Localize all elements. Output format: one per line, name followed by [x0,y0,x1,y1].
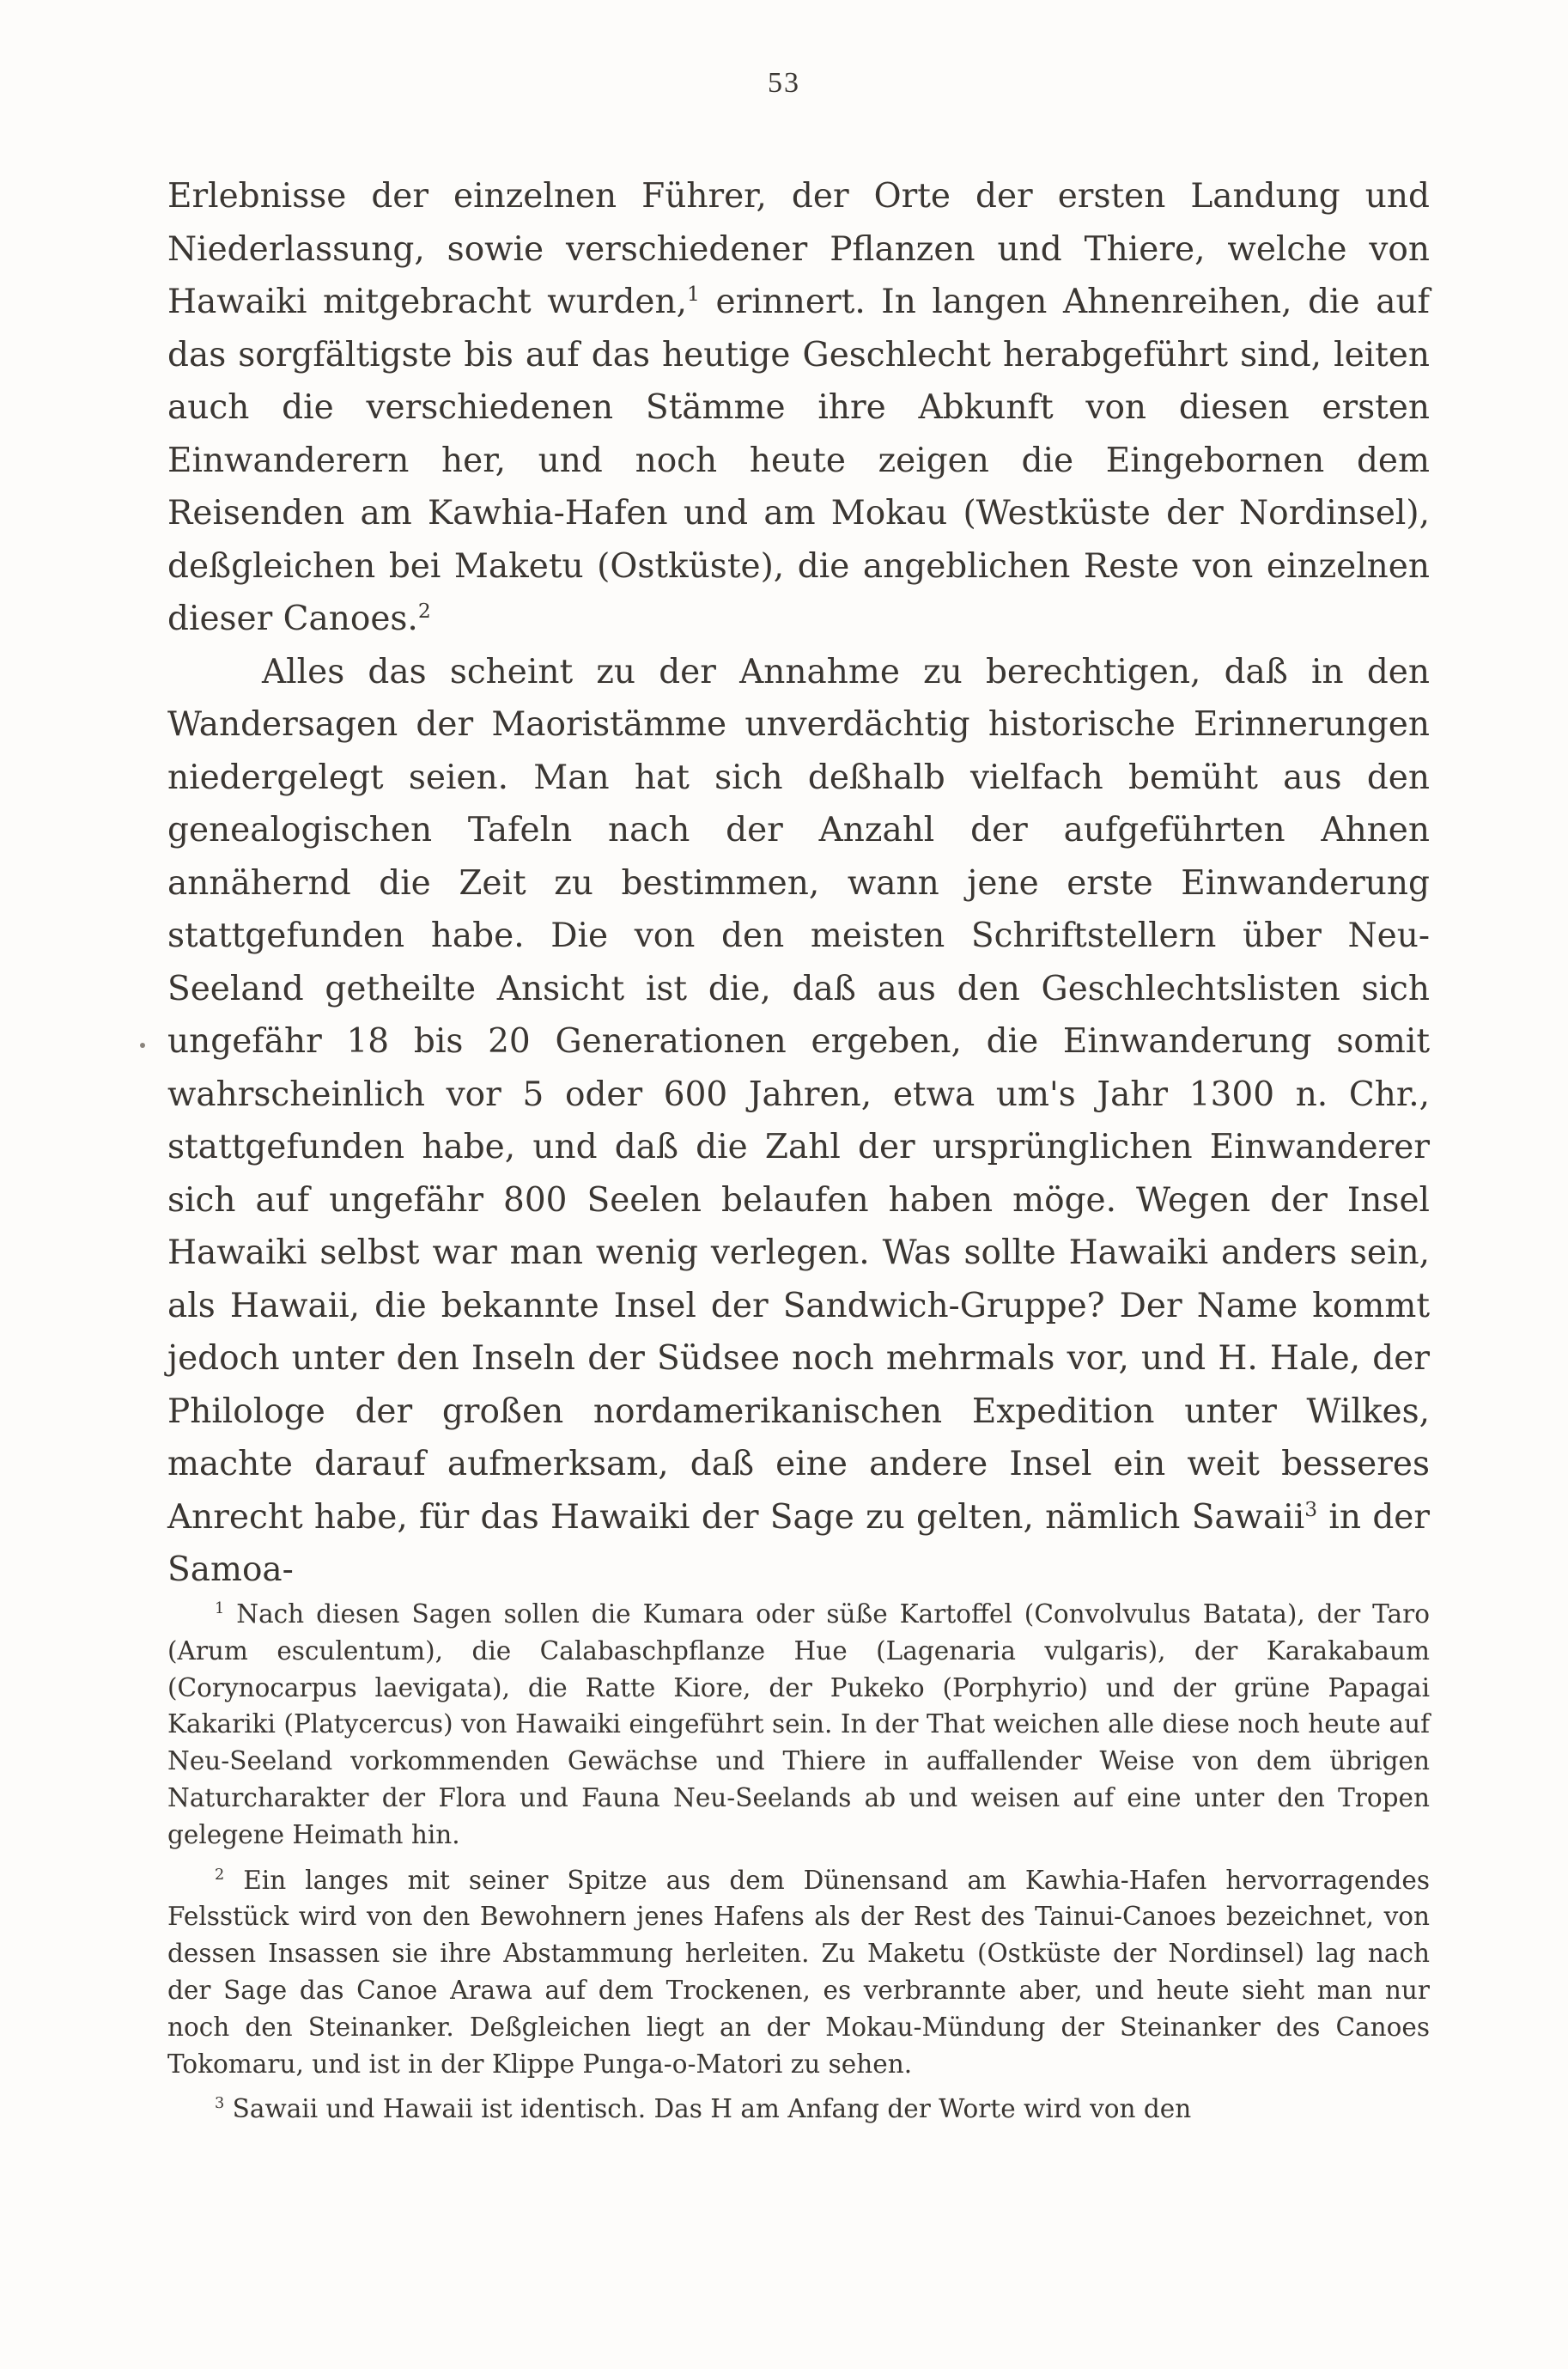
page-number: 53 [768,67,800,99]
footnote-mark: 3 [215,2095,225,2113]
footnote-mark: 1 [215,1600,225,1618]
paragraph [167,646,1430,1597]
paragraph-text: in der Samoa- [167,1497,1431,1589]
footnote [167,1862,1430,2083]
margin-mark [140,1043,145,1048]
footnote-reference[interactable]: 1 [687,282,700,306]
footnote [167,2091,1430,2128]
footnote-text: Nach diesen Sagen sollen die Kumara oder süße Kartoffel (Convolvulus Batata), der Taro (Arum esculentum), die Calabaschpflanze Hue (Lagenaria vulgaris), der Karakabaum (Corynocarpus laevigata), die Ratte Kiore, der Pukeko (Porphyrio) und der grüne Papagai Kakariki (Platycercus) von Hawaiki eingeführt sein. In der That weichen alle diese noch heute auf Neu-Seeland vorkommenden Gewächse und Thiere in auffallender Weise von dem übrigen Naturcharakter der Flora und Fauna Neu-Seelands ab und weisen auf eine unter den Tropen gelegene Heimath hin. [167,1599,1430,1849]
footnotes [167,1596,1430,2136]
paragraph [167,170,1430,646]
footnote [167,1596,1430,1854]
paragraph-text: Erlebnisse der einzelnen Führer, der Orte der ersten Landung und Niederlassung, sowie verschiedener Pflanzen und Thiere, welche von Hawaiki mitgebracht wurden, [167,177,1430,321]
paragraph-text: Alles das scheint zu der Annahme zu berechtigen, daß in den Wandersagen der Maoristämme unverdächtig historische Erinnerungen niedergelegt seien. Man hat sich deßhalb vielfach bemüht aus den genealogischen Tafeln nach der Anzahl der aufgeführten Ahnen annähernd die Zeit zu bestimmen, wann jene erste Einwanderung stattgefunden habe. Die von den meisten Schriftstellern über Neu-Seeland getheilte Ansicht ist die, daß aus den Geschlechtslisten sich ungefähr 18 bis 20 Generationen ergeben, die Einwanderung somit wahrscheinlich vor 5 oder 600 Jahren, etwa um's Jahr 1300 n. Chr., stattgefunden habe, und daß die Zahl der ursprünglichen Einwanderer sich auf ungefähr 800 Seelen belaufen haben möge. Wegen der Insel Hawaiki selbst war man wenig verlegen. Was sollte Hawaiki anders sein, als Hawaii, die bekannte Insel der Sandwich-Gruppe? Der Name kommt jedoch unter den Inseln der Südsee noch mehrmals vor, und H. Hale, der Philologe der großen nordamerikanischen Expedition unter Wilkes, machte darauf aufmerksam, daß eine andere Insel ein weit besseres Anrecht habe, für das Hawaiki der Sage zu gelten, nämlich Sawaii [167,652,1430,1537]
footnote-reference[interactable]: 3 [1304,1496,1318,1521]
main-text [167,170,1430,1597]
footnote-text: Sawaii und Hawaii ist identisch. Das H am Anfang der Worte wird von den [232,2094,1192,2124]
footnote-text: Ein langes mit seiner Spitze aus dem Dünensand am Kawhia-Hafen hervorragendes Felsstück wird von den Bewohnern jenes Hafens als der Rest des Tainui-Canoes bezeichnet, von dessen Insassen sie ihre Abstammung herleiten. Zu Maketu (Ostküste der Nordinsel) lag nach der Sage das Canoe Arawa auf dem Trockenen, es verbrannte aber, und heute sieht man nur noch den Steinanker. Deßgleichen liegt an der Mokau-Mündung der Steinanker des Canoes Tokomaru, und ist in der Klippe Punga-o-Matori zu sehen. [167,1865,1430,2079]
footnote-mark: 2 [215,1866,225,1884]
footnote-reference[interactable]: 2 [417,599,431,623]
paragraph-text: erinnert. In langen Ahnenreihen, die auf das sorgfältigste bis auf das heutige Geschlecht herabgeführt sind, leiten auch die verschiedenen Stämme ihre Abkunft von diesen ersten Einwanderern her, und noch heute zeigen die Eingebornen dem Reisenden am Kawhia-Hafen und am Mokau (Westküste der Nordinsel), deßgleichen bei Maketu (Ostküste), die angeblichen Reste von einzelnen dieser Canoes. [167,283,1430,638]
